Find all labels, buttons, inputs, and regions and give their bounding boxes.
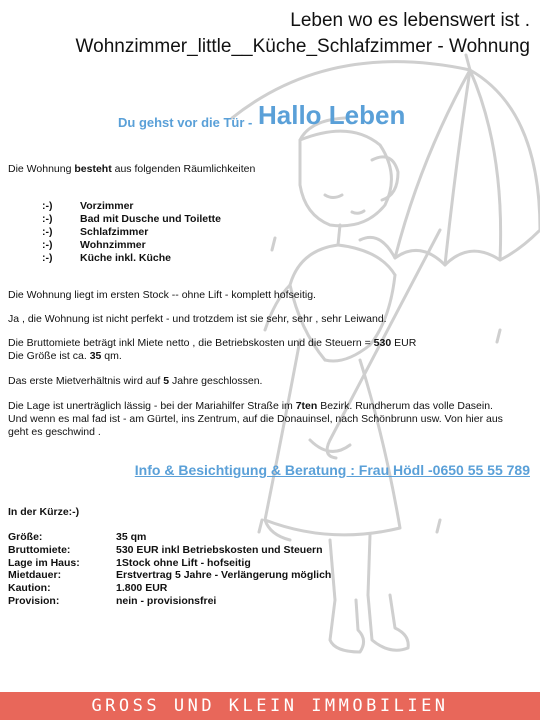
fact-key: Mietdauer: (8, 569, 62, 582)
size-paragraph: Die Größe ist ca. 35 qm. (8, 350, 122, 362)
fact-key: Größe: (8, 531, 43, 543)
summary-title: In der Kürze:-) (8, 506, 80, 518)
location-paragraph: Die Lage ist unerträglich lässig - bei der Mariahilfer Straße im 7ten Bezirk. Rundherum das volle Dasein. Und wenn es mal fad ist - am Gürtel, ins Zentrum, auf die Donauinsel, nach Schönbrunn usw. Von hier aus geht es geschwind . (8, 400, 503, 438)
list-item (42, 226, 221, 239)
room-label: Bad mit Dusche und Toilette (80, 213, 221, 225)
fact-value: 530 EUR inkl Betriebskosten und Steuern (116, 543, 323, 556)
room-label: Vorzimmer (80, 200, 134, 212)
room-list (42, 200, 221, 265)
room-label: Schlafzimmer (80, 226, 149, 238)
fact-value: nein - provisionsfrei (116, 594, 217, 607)
rent-paragraph: Die Bruttomiete beträgt inkl Miete netto , die Betriebskosten und die Steuern = 530 EUR (8, 337, 417, 349)
fact-value: 1.800 EUR (116, 582, 168, 595)
smiley-bullet: :-) (42, 252, 53, 264)
smiley-bullet: :-) (42, 200, 53, 212)
table-row (8, 569, 331, 582)
fact-value: 35 qm (116, 531, 147, 543)
floor-paragraph: Die Wohnung liegt im ersten Stock -- ohne Lift - komplett hofseitig. (8, 289, 316, 301)
list-item (42, 213, 221, 226)
list-item (42, 252, 221, 265)
smiley-bullet: :-) (42, 213, 53, 225)
intro-text: Die Wohnung besteht aus folgenden Räumlichkeiten (8, 163, 256, 175)
headline-line-1: Leben wo es lebenswert ist . (290, 10, 530, 31)
headline-line-2: Wohnzimmer_little__Küche_Schlafzimmer - Wohnung (75, 36, 530, 57)
fact-key: Lage im Haus: (8, 556, 80, 569)
fact-value: Erstvertrag 5 Jahre - Verlängerung möglich (116, 569, 332, 582)
smiley-bullet: :-) (42, 239, 53, 251)
fact-key: Bruttomiete: (8, 543, 71, 556)
contact-link[interactable]: Info & Besichtigung & Beratung : Frau Hödl -0650 55 55 789 (134, 462, 530, 478)
fact-key: Provision: (8, 594, 60, 607)
list-item (42, 239, 221, 252)
room-label: Küche inkl. Küche (80, 252, 172, 264)
facts-table (8, 531, 331, 608)
table-row (8, 531, 331, 544)
table-row (8, 544, 331, 557)
room-label: Wohnzimmer (80, 239, 146, 251)
smiley-bullet: :-) (42, 226, 53, 238)
tagline-big: Hallo Leben (258, 100, 406, 130)
tagline-small: Du gehst vor die Tür - (118, 115, 253, 130)
footer-banner: GROSS UND KLEIN IMMOBILIEN (0, 692, 540, 720)
fact-key: Kaution: (8, 582, 51, 595)
table-row (8, 582, 331, 595)
fact-value: 1Stock ohne Lift - hofseitig (116, 556, 251, 569)
table-row (8, 557, 331, 570)
lease-paragraph: Das erste Mietverhältnis wird auf 5 Jahre geschlossen. (8, 375, 263, 387)
list-item (42, 200, 221, 213)
table-row (8, 595, 331, 608)
perfect-paragraph: Ja , die Wohnung ist nicht perfekt - und trotzdem ist sie sehr, sehr , sehr Leiwand. (8, 313, 387, 325)
